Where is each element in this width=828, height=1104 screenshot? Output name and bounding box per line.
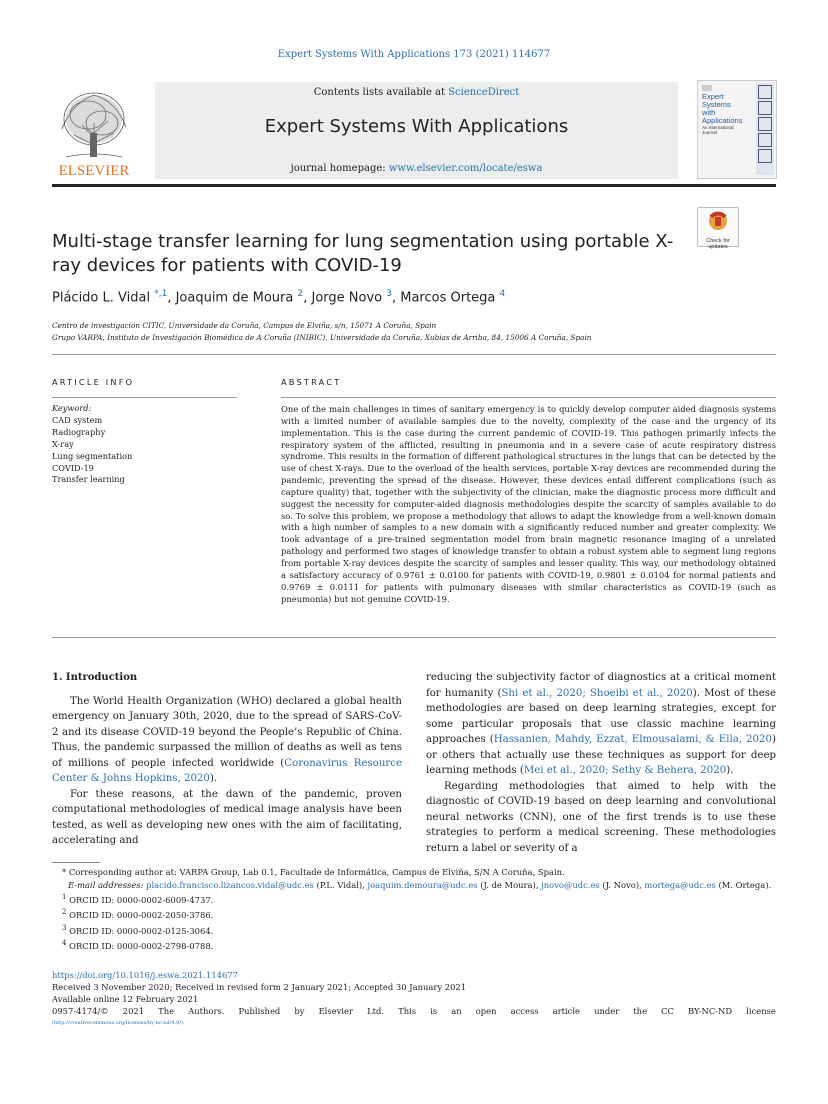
keyword: X-ray (52, 438, 74, 449)
divider (281, 397, 776, 398)
email-owner: (J. Novo), (602, 879, 642, 890)
doi-link[interactable]: https://doi.org/10.1016/j.eswa.2021.114677 (52, 970, 238, 980)
section-heading: 1. Introduction (52, 672, 138, 683)
citation-link[interactable]: Shi et al., 2020; Shoeibi et al., 2020 (501, 687, 693, 699)
author-sup[interactable]: 3 (386, 289, 392, 299)
cover-icon-strip (756, 83, 774, 175)
elsevier-tree-logo (52, 83, 136, 179)
license-word: open (475, 1006, 497, 1016)
license-word: This (398, 1006, 417, 1016)
homepage-link[interactable]: www.elsevier.com/locate/eswa (388, 163, 543, 174)
homepage-prefix: journal homepage: (290, 163, 389, 174)
license-word: BY-NC-ND (688, 1006, 733, 1016)
orcid-sup: 2 (62, 908, 67, 917)
license-line (52, 1005, 776, 1017)
divider (52, 637, 776, 638)
license-word: CC (661, 1006, 674, 1016)
author-name: Plácido L. Vidal (52, 290, 151, 306)
email-link[interactable]: mortega@udc.es (644, 879, 716, 890)
orcid-sup: 4 (62, 938, 67, 947)
license-word: Ltd. (367, 1006, 385, 1016)
author-name: Jorge Novo (311, 290, 383, 306)
journal-citation[interactable]: Expert Systems With Applications 173 (2021) 114677 (277, 49, 551, 60)
keyword: Lung segmentation (52, 450, 133, 461)
article-info-heading: ARTICLE INFO (52, 377, 135, 387)
keyword: Transfer learning (52, 474, 125, 485)
keywords-label: Keyword: (52, 403, 92, 413)
orcid-note (52, 891, 776, 906)
body-paragraph: Regarding methodologies that aimed to help with the diagnostic of COVID-19 based on deep learning and convolutional neural networks (CNN), one of the first trends is to use these strategies to perform a medical screening. These methodologies return a label or severity of a (426, 780, 776, 854)
email-note (52, 879, 776, 892)
abstract-text: One of the main challenges in times of sanitary emergency is to quickly develop computer aided diagnosis systems with a limited number of available samples due to the novelty, complexity of the case and the urgency of its implementation. This is the case during the current pandemic of COVID-19. This pathogen primarily infects the respiratory system of the afflicted, resulting in pneumonia and in a severe case of acute respiratory distress syndrome. This results in the formation of different pathological structures in the lungs that can be detected by the use of chest X-rays. Due to the overload of the health services, portable X-ray devices are recommended during the pandemic, preventing the spread of the disease. However, these devices entail different complications (such as capture quality) that, together with the subjectivity of the clinician, make the diagnostic process more difficult and suggest the necessity for computer-aided diagnosis methodologies despite the scarcity of samples available to do so. To solve this problem, we propose a methodology that allows to adapt the knowledge from a well-known domain with a high number of samples to a new domain with a significantly reduced number and greater complexity. We took advantage of a pre-trained segmentation model from brain magnetic resonance imaging of a unrelated pathology and performed two stages of knowledge transfer to obtain a robust system able to segment lung regions from portable X-ray devices despite the scarcity of samples and lesser quality. This way, our methodology obtained a satisfactory accuracy of 0.9761 ± 0.0100 for patients with COVID-19, 0.9801 ± 0.0104 for normal patients and 0.9769 ± 0.0111 for patients with pulmonary diseases with similar characteristics as COVID-19 (such as pneumonia) but not genuine COVID-19. (281, 404, 776, 604)
keyword: COVID-19 (52, 462, 94, 473)
email-owner: (J. de Moura), (480, 879, 539, 890)
citation-link[interactable]: Coronavirus Resource Center & Johns Hopkins, 2020 (52, 757, 402, 784)
license-word: Authors. (188, 1006, 225, 1016)
orcid-text: ORCID ID: 0000-0002-2050-3786. (69, 910, 214, 921)
footnote-rule (52, 862, 100, 863)
body-paragraph (426, 670, 776, 779)
keyword: Radiography (52, 426, 106, 437)
abstract-heading: ABSTRACT (281, 377, 342, 387)
check-updates-icon (698, 208, 738, 234)
email-link[interactable]: joaquim.demoura@udc.es (367, 879, 478, 890)
body-text: The World Health Organization (WHO) declared a global health emergency on January 30th, 2020, due to the spread of SARS-CoV-2 and its disease COVID-19 beyond the People’s Republic of China. Thus, the pandemic surpassed the million of deaths as well as tens of millions of people infected worldwide ( (52, 695, 402, 769)
email-owner: (P.L. Vidal), (316, 879, 365, 890)
sciencedirect-link[interactable]: ScienceDirect (448, 87, 520, 98)
cover-line: Applications (702, 116, 743, 125)
body-paragraph (52, 694, 402, 787)
orcid-text: ORCID ID: 0000-0002-6009-4737. (69, 894, 214, 905)
keywords-list (52, 403, 132, 486)
received-dates: Received 3 November 2020; Received in revised form 2 January 2021; Accepted 30 January 2021 (52, 982, 467, 992)
orcid-note (52, 906, 776, 921)
online-date: Available online 12 February 2021 (52, 994, 199, 1004)
orcid-text: ORCID ID: 0000-0002-0125-3064. (69, 925, 214, 936)
divider (52, 397, 237, 398)
license-word: 2021 (122, 1006, 145, 1016)
keyword: CAD system (52, 414, 103, 425)
orcid-note (52, 922, 776, 937)
body-right-column (426, 670, 776, 856)
journal-title: Expert Systems With Applications (264, 116, 569, 137)
footnotes (52, 866, 776, 952)
contents-line (155, 87, 678, 98)
corresponding-author-note: * Corresponding author at: VARPA Group, Lab 0.1, Facultade de Informática, Campus de Elviña, S/N A Coruña, Spain. (62, 867, 565, 877)
author-sup[interactable]: 4 (499, 289, 506, 299)
body-text: ). Most of these methodologies are based on deep learning strategies, except for some particular proposals that use classic machine learning approaches ( (426, 687, 776, 745)
paper-title: Multi-stage transfer learning for lung segmentation using portable X-ray devices for patients with COVID-19 (52, 231, 674, 276)
journal-cover (697, 80, 777, 179)
email-link[interactable]: jnovo@udc.es (541, 879, 600, 890)
email-label: E-mail addresses: (68, 879, 144, 890)
orcid-sup: 3 (62, 923, 67, 932)
publisher-name: ELSEVIER (58, 163, 130, 179)
publication-info (52, 969, 776, 1029)
orcid-sup: 1 (62, 893, 67, 901)
license-word: 0957-4174/© (52, 1006, 109, 1016)
license-word: article (552, 1006, 581, 1016)
license-word: an (451, 1006, 462, 1016)
contents-prefix: Contents lists available at (313, 87, 449, 98)
header-rule (52, 184, 776, 187)
license-word: access (510, 1006, 539, 1016)
cover-subtitle: An International Journal (702, 125, 734, 135)
orcid-text: ORCID ID: 0000-0002-2798-0788. (69, 940, 214, 951)
email-tail: (M. Ortega). (718, 879, 772, 890)
body-text: reducing the subjectivity factor of diagnostics at a critical moment for humanity ( (426, 672, 776, 699)
body-left-column (52, 670, 402, 849)
license-word: by (294, 1006, 305, 1016)
homepage-line (155, 163, 678, 174)
body-text: ). (209, 773, 218, 784)
body-paragraph: For these reasons, at the dawn of the pandemic, proven computational methodologies of medical image analysis have been tested, as well as developing new ones with the aim of facilitating, accelerating and (52, 788, 402, 846)
affiliation: Centro de investigación CITIC, Universidade da Coruña, Campus de Elviña, s/n, 15071 A Coruña, Spain (52, 321, 437, 330)
check-for-updates-button[interactable] (697, 207, 739, 250)
license-word: Elsevier (318, 1006, 353, 1016)
license-word: the (633, 1006, 648, 1016)
author-sup[interactable]: 2 (297, 289, 304, 299)
divider (52, 354, 776, 355)
license-url-link[interactable]: (http://creativecommons.org/licenses/by-nc-nd/4.0/). (52, 1020, 185, 1026)
body-text: ) or others that actually use these techniques as support for deep learning methods ( (426, 734, 776, 776)
author-list: Plácido L. Vidal $^{*,1}$, Joaquim de Moura $^2$, Jorge Novo $^3$, Marcos Ortega $^4$ (52, 289, 506, 306)
license-word: Published (238, 1006, 281, 1016)
license-word: license (746, 1006, 776, 1016)
email-link[interactable]: placido.francisco.lizancos.vidal@udc.es (146, 879, 314, 890)
license-word: is (430, 1006, 438, 1016)
body-text: ). (726, 765, 734, 776)
license-word: under (594, 1006, 620, 1016)
author-name: Marcos Ortega (400, 290, 496, 306)
citation-link[interactable]: Mei et al., 2020; Sethy & Behera, 2020 (523, 765, 727, 776)
citation-link[interactable]: Hassanien, Mahdy, Ezzat, Elmousalami, & Ella, 2020 (493, 734, 772, 745)
cover-line: with (702, 108, 716, 117)
license-word: The (158, 1006, 175, 1016)
author-name: Joaquim de Moura (175, 290, 294, 306)
cover-line: Expert (702, 92, 724, 101)
author-sup[interactable]: *,1 (154, 289, 168, 299)
check-updates-label: Check for updates (706, 238, 730, 250)
affiliation: Grupo VARPA, Instituto de Investigación Biomédica de A Coruña (INIBIC), Universidade da Coruña, Xubias de Arriba, 84, 15006 A Coruña, Spain (52, 333, 592, 342)
orcid-note (52, 937, 776, 952)
cover-line: Systems (702, 100, 731, 109)
